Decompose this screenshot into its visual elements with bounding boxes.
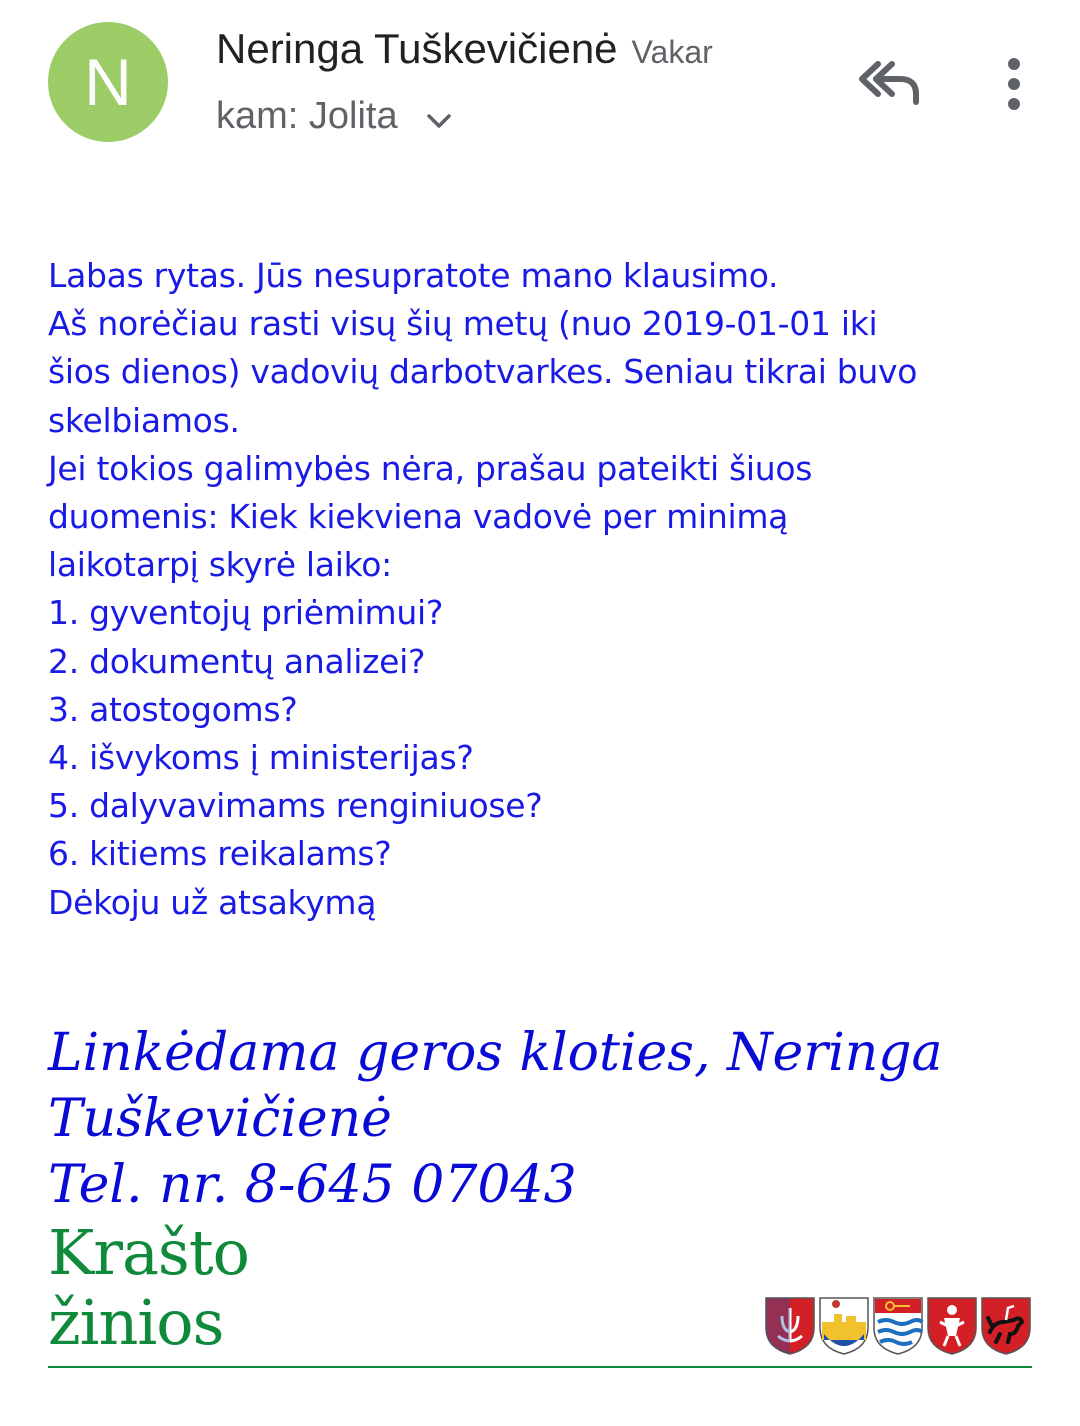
signature-name: Tuškevičienė bbox=[48, 1089, 392, 1149]
brand-line-2: žinios bbox=[48, 1286, 224, 1359]
brand-line-1: Krašto bbox=[48, 1216, 249, 1289]
message-line: duomenis: Kiek kiekviena vadovė per minimą bbox=[48, 497, 789, 537]
message-line: Aš norėčiau rasti visų šių metų (nuo 2019-01-01 iki bbox=[48, 304, 878, 344]
list-item: 5. dalyvavimams renginiuose? bbox=[48, 786, 543, 826]
message-line: laikotarpį skyrė laiko: bbox=[48, 545, 392, 585]
list-item: 3. atostogoms? bbox=[48, 689, 298, 729]
chevron-down-icon[interactable] bbox=[426, 94, 452, 142]
list-item: 4. išvykoms į ministerijas? bbox=[48, 738, 474, 778]
coat-of-arms-5 bbox=[980, 1296, 1032, 1356]
coat-of-arms-2 bbox=[818, 1296, 870, 1356]
coat-of-arms-4 bbox=[926, 1296, 978, 1356]
message-line: Dėkoju už atsakymą bbox=[48, 882, 377, 922]
recipient-label: kam: Jolita bbox=[216, 95, 398, 137]
message-body bbox=[48, 252, 1038, 927]
message-line: šios dienos) vadovių darbotvarkes. Seniau tikrai buvo bbox=[48, 352, 918, 392]
signature bbox=[48, 1020, 1048, 1218]
message-time: Vakar bbox=[631, 34, 713, 70]
sender-row bbox=[216, 24, 713, 77]
list-item: 1. gyventojų priėmimui? bbox=[48, 593, 444, 633]
coat-of-arms-3 bbox=[872, 1296, 924, 1356]
message-line: skelbiamos. bbox=[48, 400, 240, 440]
list-item: 6. kitiems reikalams? bbox=[48, 834, 392, 874]
crests-row bbox=[764, 1296, 1032, 1358]
recipient-row[interactable] bbox=[216, 92, 452, 142]
list-item: 2. dokumentų analizei? bbox=[48, 641, 426, 681]
message-line: Jei tokios galimybės nėra, prašau pateikti šiuos bbox=[48, 448, 813, 488]
divider bbox=[48, 1366, 1032, 1368]
message-line: Labas rytas. Jūs nesupratote mano klausimo. bbox=[48, 256, 779, 295]
signature-greeting: Linkėdama geros kloties, Neringa bbox=[48, 1023, 943, 1083]
sender-avatar[interactable]: N bbox=[48, 22, 168, 142]
signature-phone[interactable]: Tel. nr. 8-645 07043 bbox=[48, 1155, 577, 1215]
coat-of-arms-1 bbox=[764, 1296, 816, 1356]
brand-logo bbox=[48, 1218, 249, 1358]
reply-all-icon[interactable] bbox=[856, 58, 922, 108]
sender-name[interactable]: Neringa Tuškevičienė bbox=[216, 25, 618, 72]
more-vertical-icon[interactable] bbox=[1000, 56, 1028, 112]
